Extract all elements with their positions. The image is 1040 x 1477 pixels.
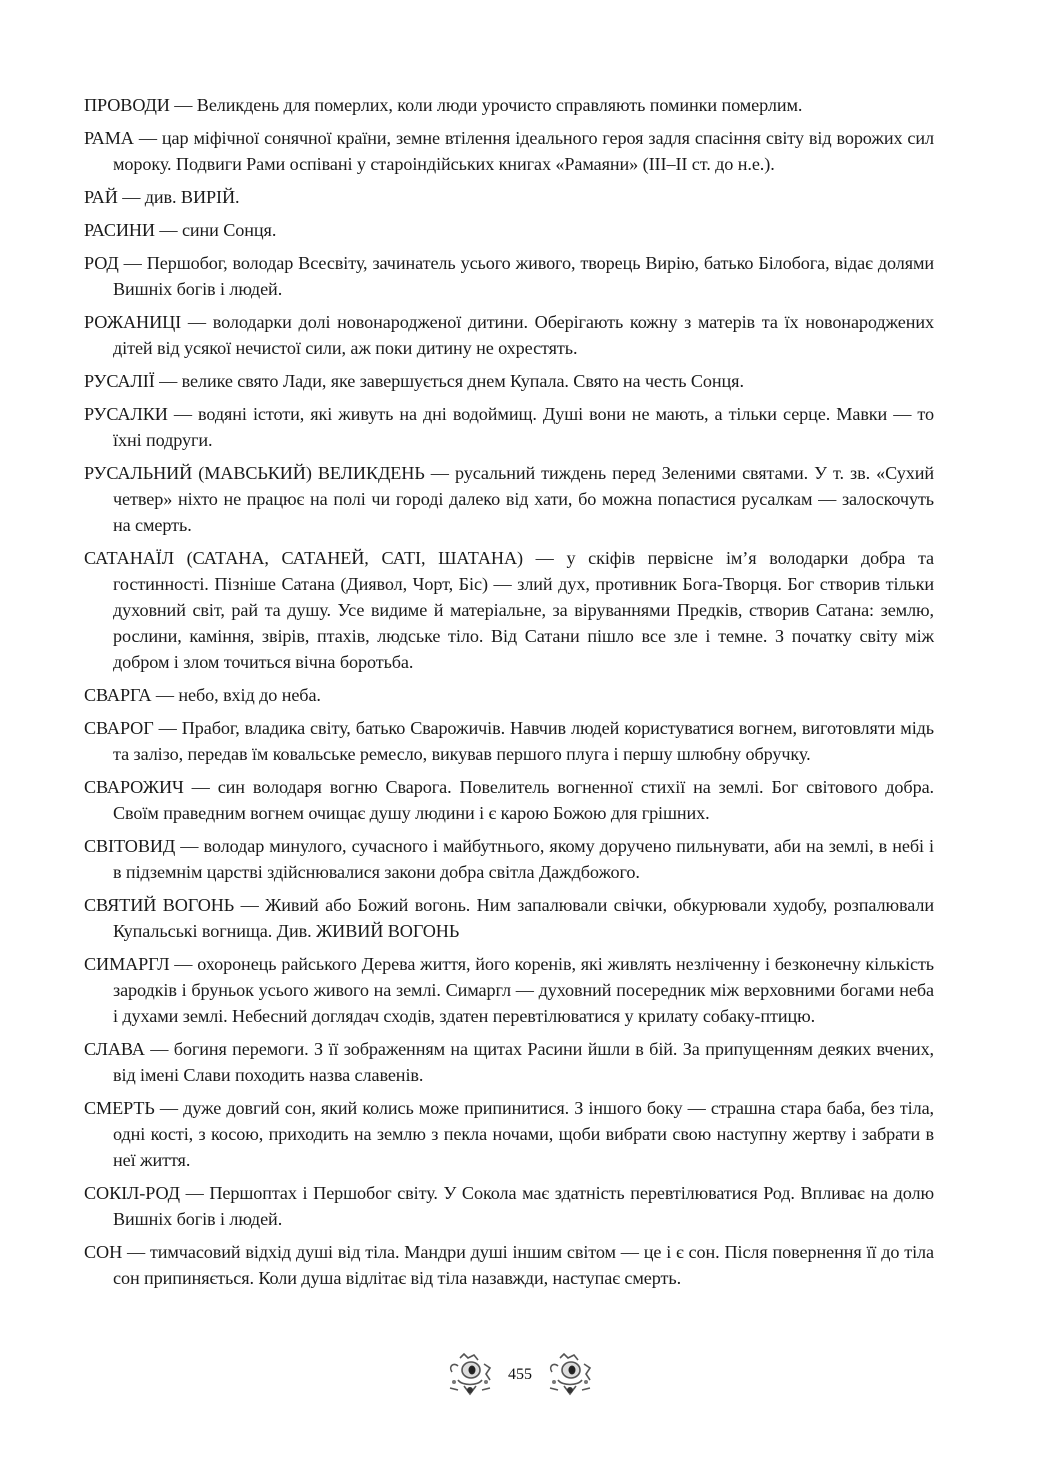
entry-separator: — [169, 954, 198, 974]
glossary-entry [84, 682, 934, 708]
entry-definition: див. ВИРІЙ. [144, 187, 240, 207]
entry-term: СВАРГА [84, 685, 152, 705]
entry-separator: — [175, 836, 204, 856]
entry-separator: — [118, 253, 147, 273]
entry-term: СВАРОГ [84, 718, 154, 738]
entry-definition: володарки долі новонародженої дитини. Оберігають кожну з матерів та їх новонароджених дітей від усякої нечистої сили, аж поки дитину не охрестять. [113, 312, 934, 358]
entry-definition: син володаря вогню Сварога. Повелитель вогненної стихії на землі. Бог світового добра. Своїм праведним вогнем очищає душу людини і є карою Божою для грішних. [113, 777, 934, 823]
entry-term: СИМАРГЛ [84, 954, 170, 974]
entry-definition: володар минулого, сучасного і майбутнього, якому доручено пильнувати, аби на землі, в небі і в підземнім царстві здійснювалися закони добра світла Даждбожого. [113, 836, 934, 882]
entry-definition: Першобог, володар Всесвіту, зачинатель усього живого, творець Вирію, батько Білобога, відає долями Вишніх богів і людей. [113, 253, 935, 299]
entry-definition: велике свято Лади, яке завершується днем Купала. Свято на честь Сонця. [181, 371, 744, 391]
page-footer [0, 1350, 1040, 1400]
glossary-entry [84, 951, 934, 1029]
entry-separator: — [133, 128, 162, 148]
glossary-entry [84, 125, 934, 177]
entry-separator: — [154, 1098, 184, 1118]
entry-separator: — [179, 1183, 210, 1203]
glossary-entry [84, 1036, 934, 1088]
glossary-entry [84, 715, 934, 767]
entry-term: РОД [84, 253, 119, 273]
entry-term: РАМА [84, 128, 134, 148]
entry-definition: сини Сонця. [181, 220, 277, 240]
entry-separator: — [154, 220, 182, 240]
entry-separator: — [122, 1242, 150, 1262]
glossary-entry [84, 401, 934, 453]
entry-definition: Першоптах і Першобог світу. У Сокола має здатність перевтілюватися Род. Впливає на долю Вишніх богів і людей. [113, 1183, 935, 1229]
entry-term: РУСАЛКИ [84, 404, 168, 424]
entry-term: РАСИНИ [84, 220, 155, 240]
glossary-page [84, 92, 934, 1298]
entry-definition: у скіфів первісне ім’я володарки добра та гостинності. Пізніше Сатана (Диявол, Чорт, Біс) — злий дух, противник Бога-Творця. Бог створив тільки духовний світ, рай та душу. Усе видиме й матеріальне, за віруваннями Предків, створив Сатана: землю, рослини, каміння, звірів, птахів, людське тіло. Від Сатани пішло все зле і темне. З початку світу між добром і злом точиться вічна боротьба. [113, 548, 934, 672]
entry-term: ПРОВОДИ [84, 95, 170, 115]
entry-separator: — [183, 777, 218, 797]
entry-term: РУСАЛІЇ [84, 371, 155, 391]
folk-ornament-icon [544, 1352, 596, 1398]
glossary-entry [84, 774, 934, 826]
glossary-entry [84, 892, 934, 944]
folk-ornament-icon [444, 1352, 496, 1398]
entry-definition: охоронець райського Дерева життя, його коренів, які живлять незліченну і безконечну кількість зародків і бруньок усього живого на землі. Симаргл — духовний посередник між верховними богами неба і духами землі. Небесний доглядач сходів, здатен перевтілюватися у крилату собаку-птицю. [113, 954, 934, 1026]
entry-separator: — [167, 404, 199, 424]
entry-separator: — [151, 685, 179, 705]
entry-definition: цар міфічної сонячної країни, земне втілення ідеального героя задля спасіння світу від ворожих сил мороку. Подвиги Рами оспівані у староіндійських книгах «Рамаяни» (III–II ст. до н.е.). [113, 128, 935, 174]
entry-term: САТАНАЇЛ (САТАНА, САТАНЕЙ, САТІ, ШАТАНА) [84, 548, 523, 568]
entry-separator: — [117, 187, 145, 207]
entry-term: РУСАЛЬНИЙ (МАВСЬКИЙ) ВЕЛИКДЕНЬ [84, 463, 425, 483]
glossary-entry [84, 250, 934, 302]
entry-definition: дуже довгий сон, який колись може припинитися. З іншого боку — страшна стара баба, без тіла, одні кості, з косою, приходить на землю з пекла ночами, щоби вибрати свою наступну жертву і забрати в неї життя. [113, 1098, 935, 1170]
entry-definition: богиня перемоги. З її зображенням на щитах Расини йшли в бій. За припущенням деяких вчених, від імені Слави походить назва славенів. [113, 1039, 935, 1085]
entry-definition: небо, вхід до неба. [178, 685, 321, 705]
entry-term: СВЯТИЙ ВОГОНЬ [84, 895, 235, 915]
glossary-entry [84, 309, 934, 361]
entry-term: СОН [84, 1242, 123, 1262]
entry-separator: — [154, 371, 182, 391]
entry-separator: — [153, 718, 182, 738]
glossary-entry [84, 368, 934, 394]
entry-term: СЛАВА [84, 1039, 145, 1059]
entry-separator: — [234, 895, 266, 915]
entry-term: СОКІЛ-РОД [84, 1183, 180, 1203]
entry-definition: водяні істоти, які живуть на дні водоймищ. Душі вони не мають, а тільки серце. Мавки — то їхні подруги. [113, 404, 935, 450]
entry-separator: — [144, 1039, 174, 1059]
glossary-entry [84, 1095, 934, 1173]
entry-separator: — [181, 312, 213, 332]
glossary-entry [84, 1239, 934, 1291]
entry-definition: Великдень для померлих, коли люди урочисто справляють поминки померлим. [196, 95, 803, 115]
entry-definition: русальний тиждень перед Зеленими святами. У т. зв. «Сухий четвер» ніхто не працює на полі чи городі далеко від хати, бо можна попастися русалкам — залоскочуть на смерть. [113, 463, 934, 535]
glossary-entry [84, 545, 934, 675]
entry-separator: — [169, 95, 197, 115]
entry-separator: — [522, 548, 567, 568]
entry-definition: Живий або Божий вогонь. Ним запалювали свічки, обкурювали худобу, розпалювали Купальські вогнища. Див. ЖИВИЙ ВОГОНЬ [113, 895, 934, 941]
entry-term: СМЕРТЬ [84, 1098, 155, 1118]
entry-separator: — [424, 463, 455, 483]
glossary-entry [84, 184, 934, 210]
entry-term: СВІТОВИД [84, 836, 176, 856]
entry-term: РАЙ [84, 187, 118, 207]
glossary-entry [84, 217, 934, 243]
glossary-entry [84, 92, 934, 118]
glossary-entry [84, 460, 934, 538]
page-number: 455 [508, 1366, 532, 1383]
glossary-entry [84, 833, 934, 885]
entry-definition: Прабог, владика світу, батько Сварожичів. Навчив людей користуватися вогнем, виготовляти мідь та залізо, передав їм ковальське ремесло, викував першого плуга і першу шлюбну обручку. [113, 718, 934, 764]
entry-term: РОЖАНИЦІ [84, 312, 182, 332]
entry-definition: тимчасовий відхід душі від тіла. Мандри душі іншим світом — це і є сон. Після повернення її до тіла сон припиняється. Коли душа відлітає від тіла назавжди, наступає смерть. [113, 1242, 934, 1288]
entry-term: СВАРОЖИЧ [84, 777, 184, 797]
glossary-entry [84, 1180, 934, 1232]
